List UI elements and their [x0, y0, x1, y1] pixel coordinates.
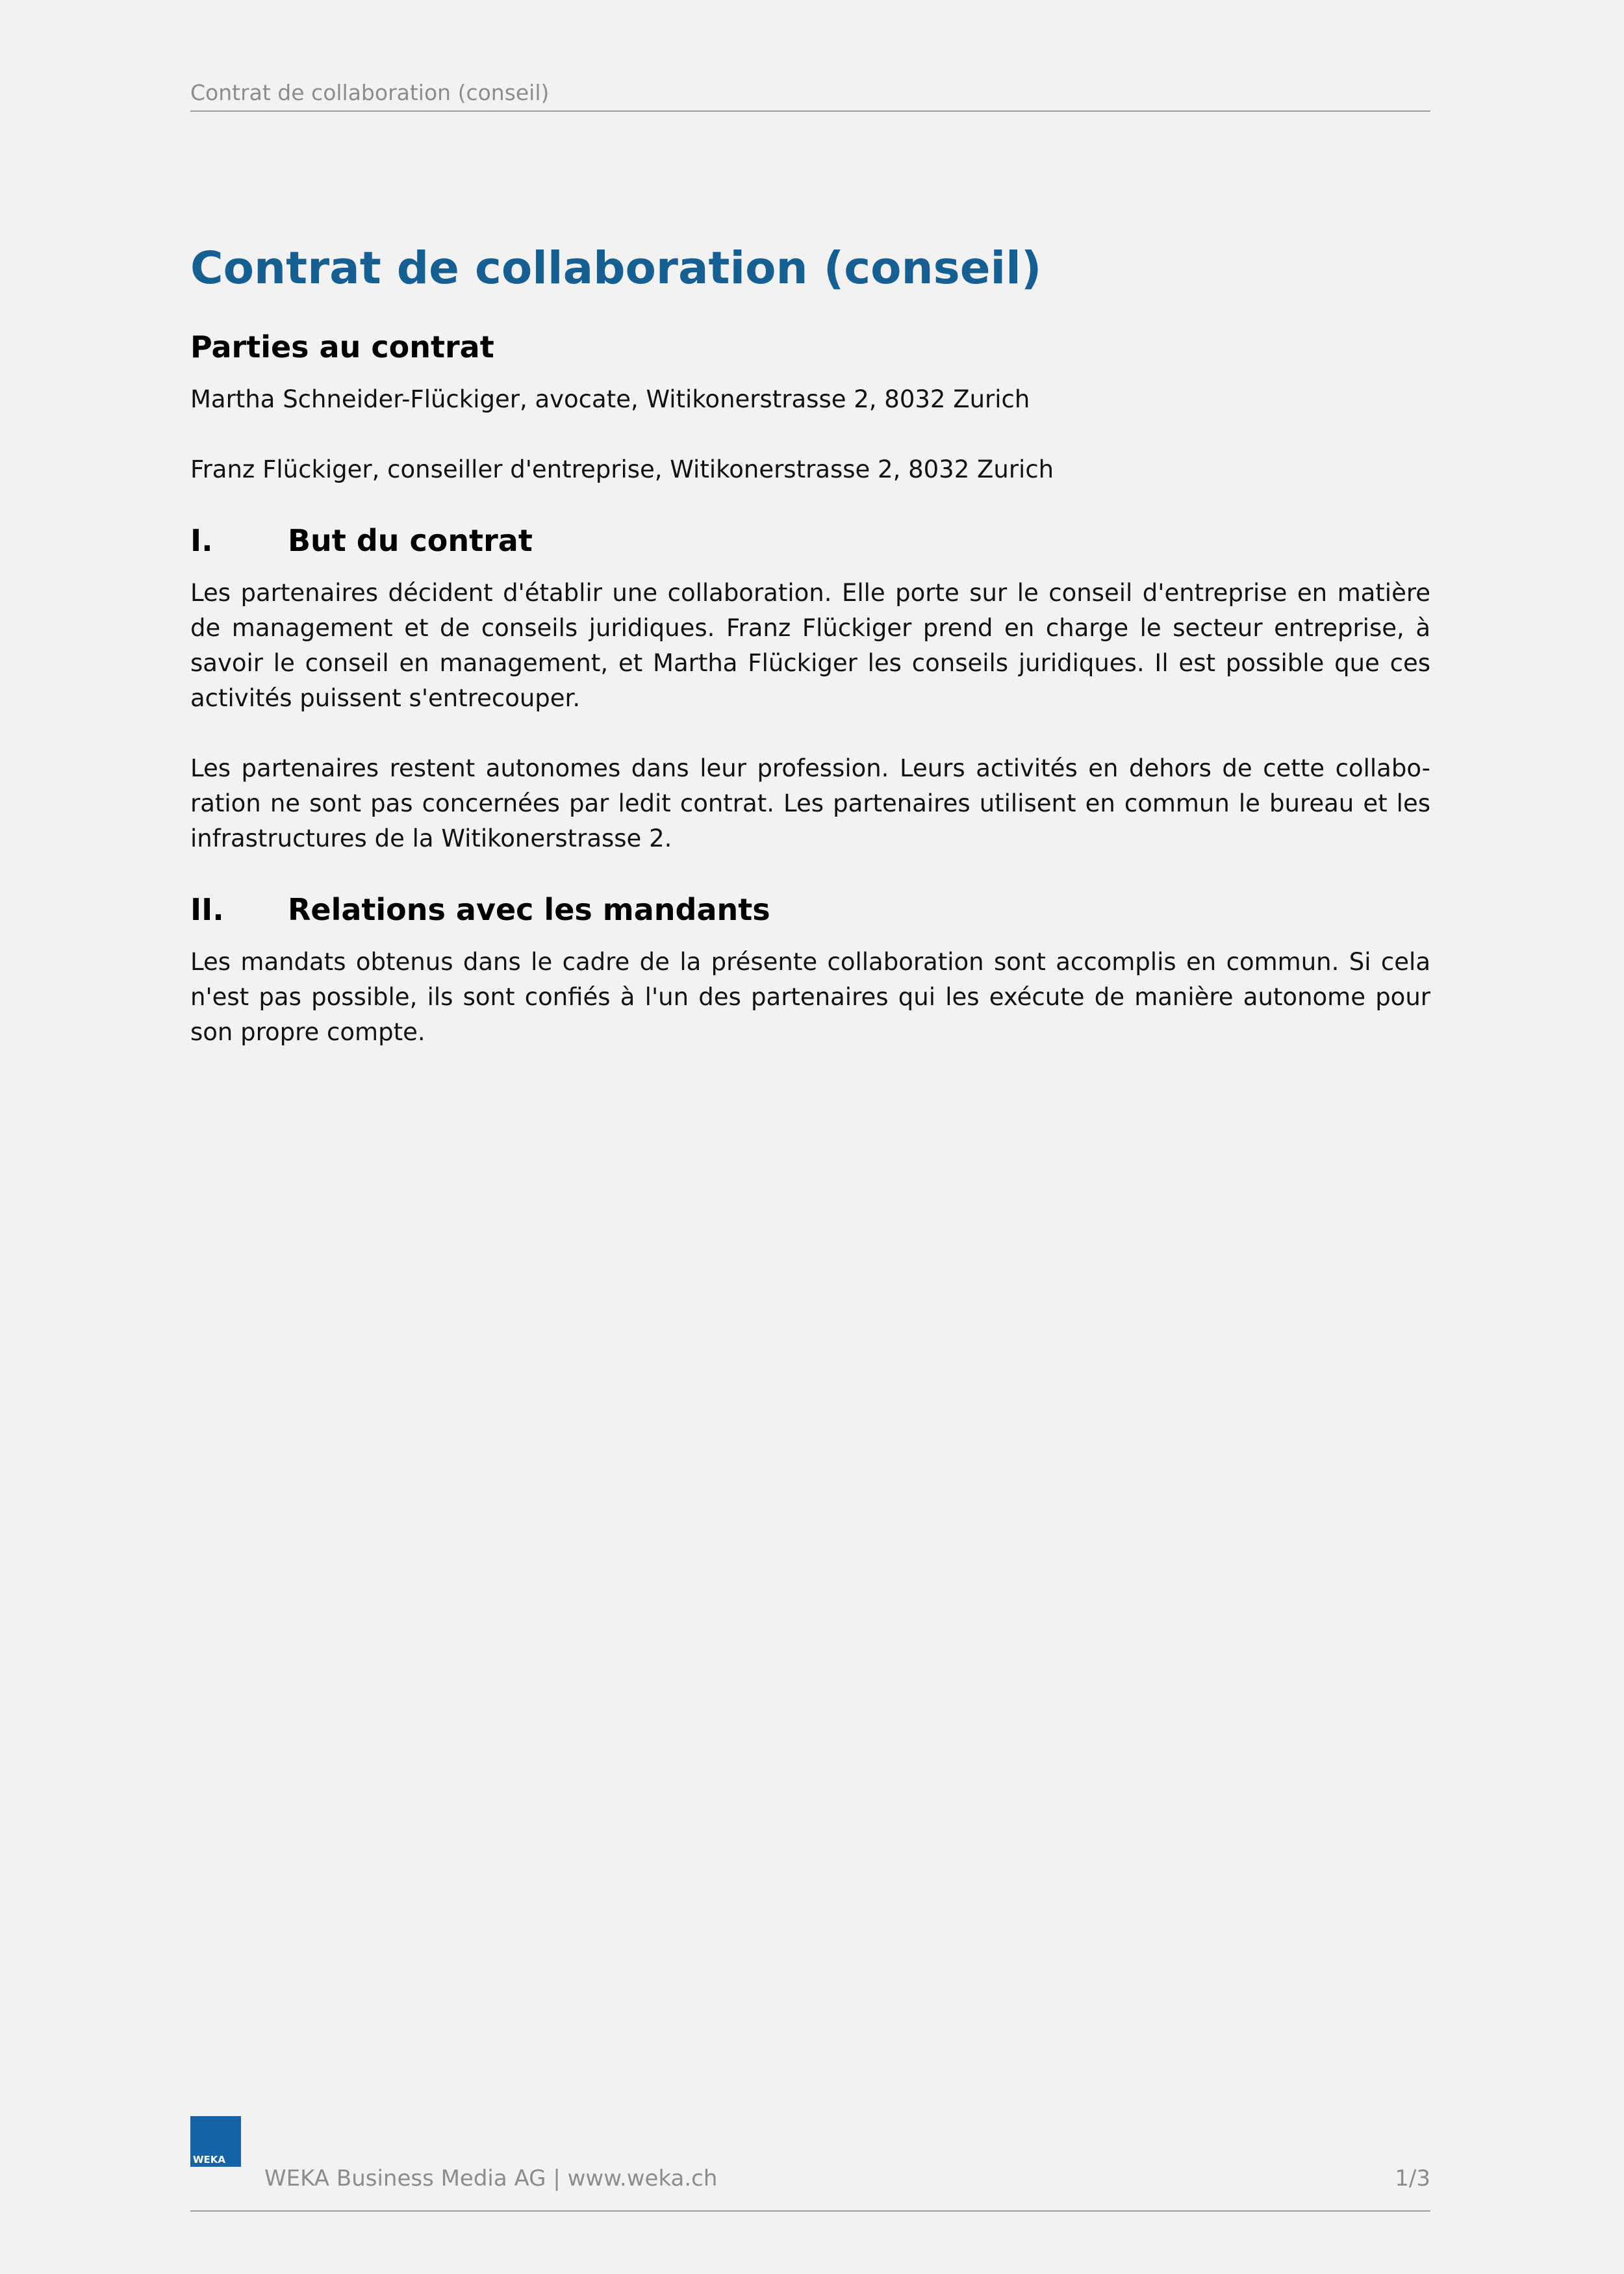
- section-number-1: I.: [190, 523, 213, 558]
- footer-divider: [190, 2210, 1430, 2212]
- section-heading-1: [190, 520, 1430, 561]
- party-2: Franz Flückiger, conseiller d'entreprise, Witikonerstrasse 2, 8032 Zurich: [190, 455, 1054, 483]
- running-header: Contrat de collaboration (conseil): [190, 80, 550, 105]
- document-title: Contrat de collaboration (conseil): [190, 242, 1042, 294]
- parties-heading: Parties au contrat: [190, 329, 494, 364]
- section-title-2: Relations avec les mandants: [288, 892, 770, 927]
- header-divider: [190, 110, 1430, 112]
- party-1: Martha Schneider-Flückiger, avocate, Witikonerstrasse 2, 8032 Zurich: [190, 385, 1030, 413]
- weka-logo: [190, 2116, 241, 2167]
- section-title-1: But du contrat: [288, 523, 533, 558]
- section-2-paragraph-1: Les mandats obtenus dans le cadre de la présente collaboration sont accomplis en commun. Si cela n'est pas possible, ils sont confiés à l'un des partenaires qui les exécute de manière autonome pour son propre compte.: [190, 948, 1430, 1046]
- page-number: 1/3: [1395, 2165, 1430, 2191]
- logo-text: WEKA: [193, 2154, 226, 2165]
- footer-publisher: WEKA Business Media AG | www.weka.ch: [264, 2165, 718, 2191]
- document-body: [190, 239, 1430, 1050]
- section-1-paragraph-1: Les partenaires décident d'établir une collaboration. Elle porte sur le conseil d'entreprise en matière de management et de conseils juridiques. Franz Flückiger prend en charge le secteur entreprise, à savoir le conseil en management, et Martha Flückiger les conseils juridiques. Il est possible que ces activités puissent s'entrecouper.: [190, 579, 1430, 712]
- section-heading-2: [190, 889, 1430, 930]
- section-number-2: II.: [190, 892, 224, 927]
- section-1-paragraph-2: Les partenaires restent autonomes dans leur profession. Leurs activités en dehors de cette collabo-ration ne sont pas concernées par ledit contrat. Les partenaires utilisent en commun le bureau et les infrastructures de la Witikonerstrasse 2.: [190, 754, 1430, 852]
